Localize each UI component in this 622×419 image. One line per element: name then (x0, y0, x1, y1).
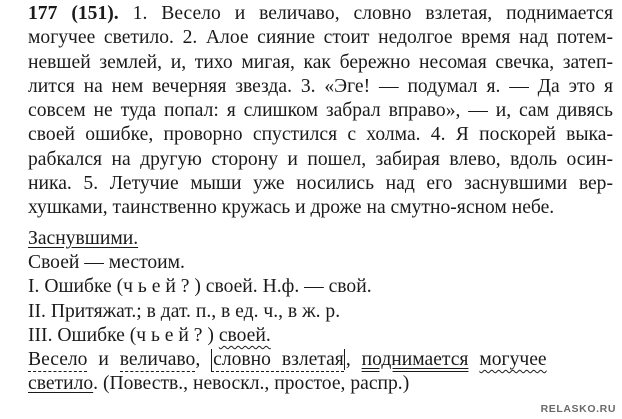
predicate: поднимается (361, 349, 469, 371)
exercise-text (28, 2, 613, 221)
wavy-underlined-word: своей. (218, 324, 271, 346)
analysis-block (28, 227, 613, 397)
analysis-line-2: I. Ошибке (ч ь е й ? ) своей. Н.ф. — свой. (28, 276, 372, 298)
exercise-line-7: рабкался на другую сторону и пошел, забирая влево, вдоль осин- (28, 148, 613, 170)
exercise-line-8: ника. 5. Летучие мыши уже носились над его заснувшими вер- (28, 173, 613, 195)
exercise-line-5: совсем не туда попал: я слишком забрал вправо», — и, сам дивясь (28, 100, 613, 122)
watermark-logo: RELASKO.RU (540, 403, 616, 415)
syntax-line-1: Весело и величаво, словно взлетая , поднимается могучее (28, 349, 547, 371)
subject: светило (28, 373, 94, 395)
syntax-line-2: светило. (Повеств., невоскл., простое, распр.) (28, 373, 410, 395)
exercise-line-4: лится на нем вечерняя звезда. 3. «Эге! — подумал я. — Да это я (28, 75, 613, 97)
adverbial-1: Весело (28, 349, 88, 371)
exercise-line-9: хушками, таинственно кружась и дроже на смутно-ясном небе. (28, 197, 555, 219)
analysis-line-1: Своей — местоим. (28, 251, 185, 273)
morpheme-analysis (28, 227, 613, 251)
exercise-line-6: своей ошибке, проворно спустился с холма. 4. Я поскорей выка- (28, 124, 613, 146)
attribute: могучее (479, 349, 547, 371)
adverbial-2: величаво (119, 349, 196, 371)
morpheme-word: Заснувшими. (28, 227, 139, 249)
analysis-line-3: II. Притяжат.; в дат. п., в ед. ч., в ж. р. (28, 300, 341, 322)
analysis-line-4: III. Ошибке (ч ь е й ? ) своей. (28, 324, 271, 346)
participial-phrase: словно взлетая (213, 349, 344, 371)
exercise-number: 177 (151). (28, 3, 119, 24)
exercise-line-2: могучее светило. 2. Алое сияние стоит недолгое время над потем- (28, 27, 613, 49)
textbook-page (28, 2, 613, 397)
exercise-line-3: невшей землей, и, тихо мигая, как бережно несомая свечка, затеп- (28, 51, 613, 73)
exercise-line-1: 177 (151). 1. Весело и величаво, словно взлетая, поднимается (28, 3, 613, 24)
